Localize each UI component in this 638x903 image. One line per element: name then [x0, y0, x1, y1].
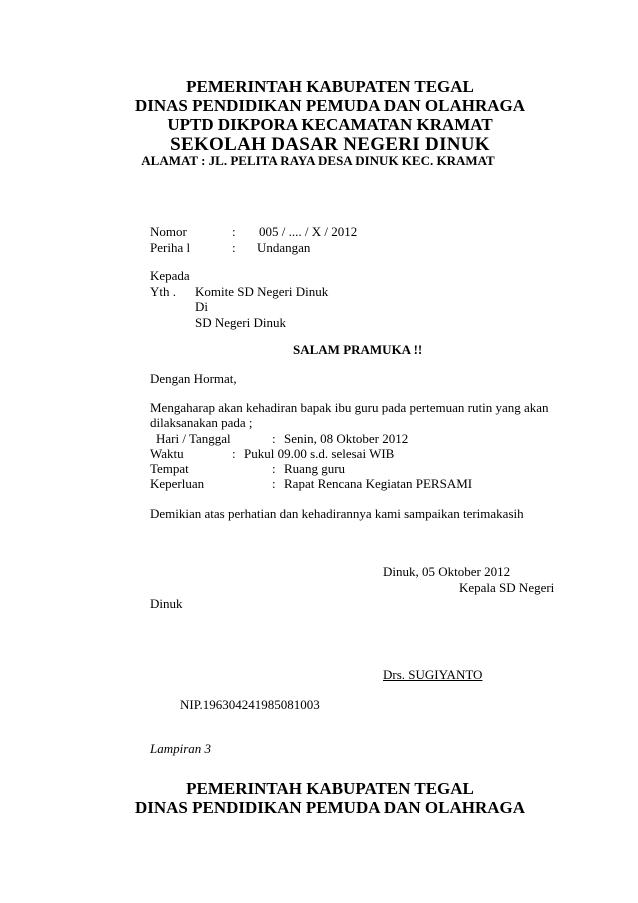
signer-name: Drs. SUGIYANTO [383, 667, 483, 682]
body-line-2: dilaksanakan pada ; [150, 415, 253, 430]
body-line-1: Mengaharap akan kehadiran bapak ibu guru pada pertemuan rutin yang akan [150, 400, 549, 415]
detail-colon-purpose: : [272, 476, 276, 491]
detail-label-place: Tempat [150, 461, 189, 476]
perihal-colon: : [232, 240, 236, 255]
detail-colon-time: : [232, 446, 236, 461]
header-line-school: SEKOLAH DASAR NEGERI DINUK [170, 134, 490, 155]
closing-sentence: Demikian atas perhatian dan kehadirannya kami sampaikan terimakasih [150, 506, 524, 521]
detail-label-purpose: Keperluan [150, 476, 205, 491]
attachment-header-government: PEMERINTAH KABUPATEN TEGAL [186, 779, 474, 798]
nomor-value: 005 / .... / X / 2012 [259, 224, 358, 239]
header-line-address: ALAMAT : JL. PELITA RAYA DESA DINUK KEC. KRAMAT [141, 153, 495, 168]
perihal-label: Periha l [150, 240, 191, 255]
detail-value-time: Pukul 09.00 s.d. selesai WIB [244, 446, 395, 461]
detail-value-purpose: Rapat Rencana Kegiatan PERSAMI [284, 476, 473, 491]
detail-value-place: Ruang guru [284, 461, 346, 476]
recipient-name: Komite SD Negeri Dinuk [195, 284, 329, 299]
header-line-uptd: UPTD DIKPORA KECAMATAN KRAMAT [167, 115, 493, 134]
header-line-government: PEMERINTAH KABUPATEN TEGAL [186, 77, 474, 96]
nomor-label: Nomor [150, 224, 187, 239]
detail-value-day: Senin, 08 Oktober 2012 [284, 431, 409, 446]
detail-label-time: Waktu [150, 446, 184, 461]
detail-colon-day: : [272, 431, 276, 446]
recipient-di: Di [195, 299, 208, 314]
nomor-colon: : [232, 224, 236, 239]
kepada-label: Kepada [150, 268, 190, 283]
signer-nip: NIP.196304241985081003 [180, 697, 320, 712]
attachment-label: Lampiran 3 [150, 741, 212, 756]
attachment-header-department: DINAS PENDIDIKAN PEMUDA DAN OLAHRAGA [134, 798, 526, 817]
detail-label-day: Hari / Tanggal [156, 431, 231, 446]
header-line-department: DINAS PENDIDIKAN PEMUDA DAN OLAHRAGA [134, 96, 526, 115]
signer-title-continued: Dinuk [150, 596, 183, 611]
greeting: Dengan Hormat, [150, 371, 237, 386]
yth-label: Yth . [150, 284, 176, 299]
salam-pramuka: SALAM PRAMUKA !! [293, 342, 423, 357]
signer-title: Kepala SD Negeri [459, 580, 555, 595]
detail-colon-place: : [272, 461, 276, 476]
recipient-place: SD Negeri Dinuk [195, 315, 286, 330]
place-date: Dinuk, 05 Oktober 2012 [383, 564, 511, 579]
perihal-value: Undangan [257, 240, 311, 255]
